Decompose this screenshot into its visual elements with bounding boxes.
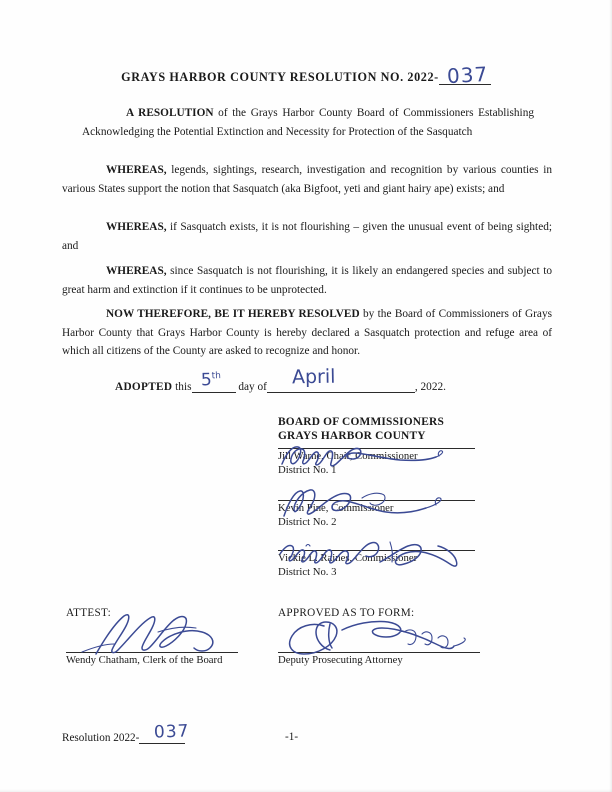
footer-handwritten-number: 037 [153,721,190,743]
paragraph-whereas-2-body: if Sasquatch exists, it is not flourishing – given the unusual event of being sighted; and [62,221,552,252]
signature-name-line: Jill Warne, Chair, Commissioner [278,450,418,462]
attest-name-line: Wendy Chatham, Clerk of the Board [66,654,223,666]
footer-resolution [62,721,190,744]
paragraph-resolved-body: by the Board of Commissioners of Grays Harbor County that Grays Harbor County is hereby declared a Sasquatch protection and refuge area of which all citizens of the County are asked to recognize and honor. [62,308,552,358]
paragraph-whereas-1-body: legends, sightings, research, investigation and recognition by various counties in various States support the notion that Sasquatch (aka Bigfoot, yeti and giant hairy ape) exists; and [62,164,552,195]
signature-line [278,448,475,449]
signature-name-line: Kevin Pine, Commissioner [278,502,394,514]
board-header-line-2: GRAYS HARBOR COUNTY [278,430,426,442]
signature-district-line: District No. 2 [278,516,337,529]
signature-district-line: District No. 1 [278,464,337,477]
approved-signature-block [278,652,488,667]
handwritten-day: 5th [200,369,222,391]
adopted-year: , 2022. [414,381,446,393]
approved-as-to-form-label: APPROVED AS TO FORM: [278,607,415,619]
paragraph-whereas-1 [62,161,552,198]
signature-line [278,500,475,501]
signature-block-commissioner-3 [278,550,478,579]
approved-name-line: Deputy Prosecuting Attorney [278,654,403,666]
attest-signature-block [66,652,251,667]
attest-label: ATTEST: [66,607,112,619]
paragraph-resolution-body: of the Grays Harbor County Board of Commissioners Establishing Acknowledging the Potential Extinction and Necessity for Protection of the Sasquatch [82,107,534,138]
paragraph-whereas-3-body: since Sasquatch is not flourishing, it is likely an endangered species and subject to great harm and extinction if it continues to be unprotected. [62,265,552,296]
board-of-commissioners-header [278,415,444,443]
signature-line [66,652,238,653]
adopted-label: ADOPTED [115,381,173,393]
paragraph-whereas-1-lead: WHEREAS, [106,164,167,176]
adopted-this-word: this [175,381,192,393]
adopted-day-of-word: day of [238,381,267,393]
paragraph-whereas-3 [62,262,552,299]
adopted-line [115,365,446,393]
paragraph-resolution-lead: A RESOLUTION [126,107,214,119]
paragraph-whereas-3-lead: WHEREAS, [106,265,167,277]
paragraph-whereas-2 [62,218,552,255]
board-header-line-1: BOARD OF COMMISSIONERS [278,416,444,428]
handwritten-resolution-number: 037 [446,61,489,89]
document-title-text: GRAYS HARBOR COUNTY RESOLUTION NO. 2022- [121,70,439,84]
signature-block-commissioner-2 [278,500,478,529]
paragraph-resolved-lead: NOW THEREFORE, BE IT HEREBY RESOLVED [106,308,360,320]
signature-block-commissioner-1 [278,448,478,477]
paragraph-resolved [62,305,552,361]
footer-page-marker: -1- [285,731,299,743]
signature-line [278,652,480,653]
adopted-month-blank [267,379,415,393]
signature-name-line: Vickie L. Raines, Commissioner [278,552,418,564]
handwritten-month: April [291,365,336,389]
footer-resolution-prefix: Resolution 2022- [62,732,140,744]
signature-line [278,550,475,551]
paragraph-resolution [82,104,534,141]
paragraph-whereas-2-lead: WHEREAS, [106,221,167,233]
signature-district-line: District No. 3 [278,566,337,579]
